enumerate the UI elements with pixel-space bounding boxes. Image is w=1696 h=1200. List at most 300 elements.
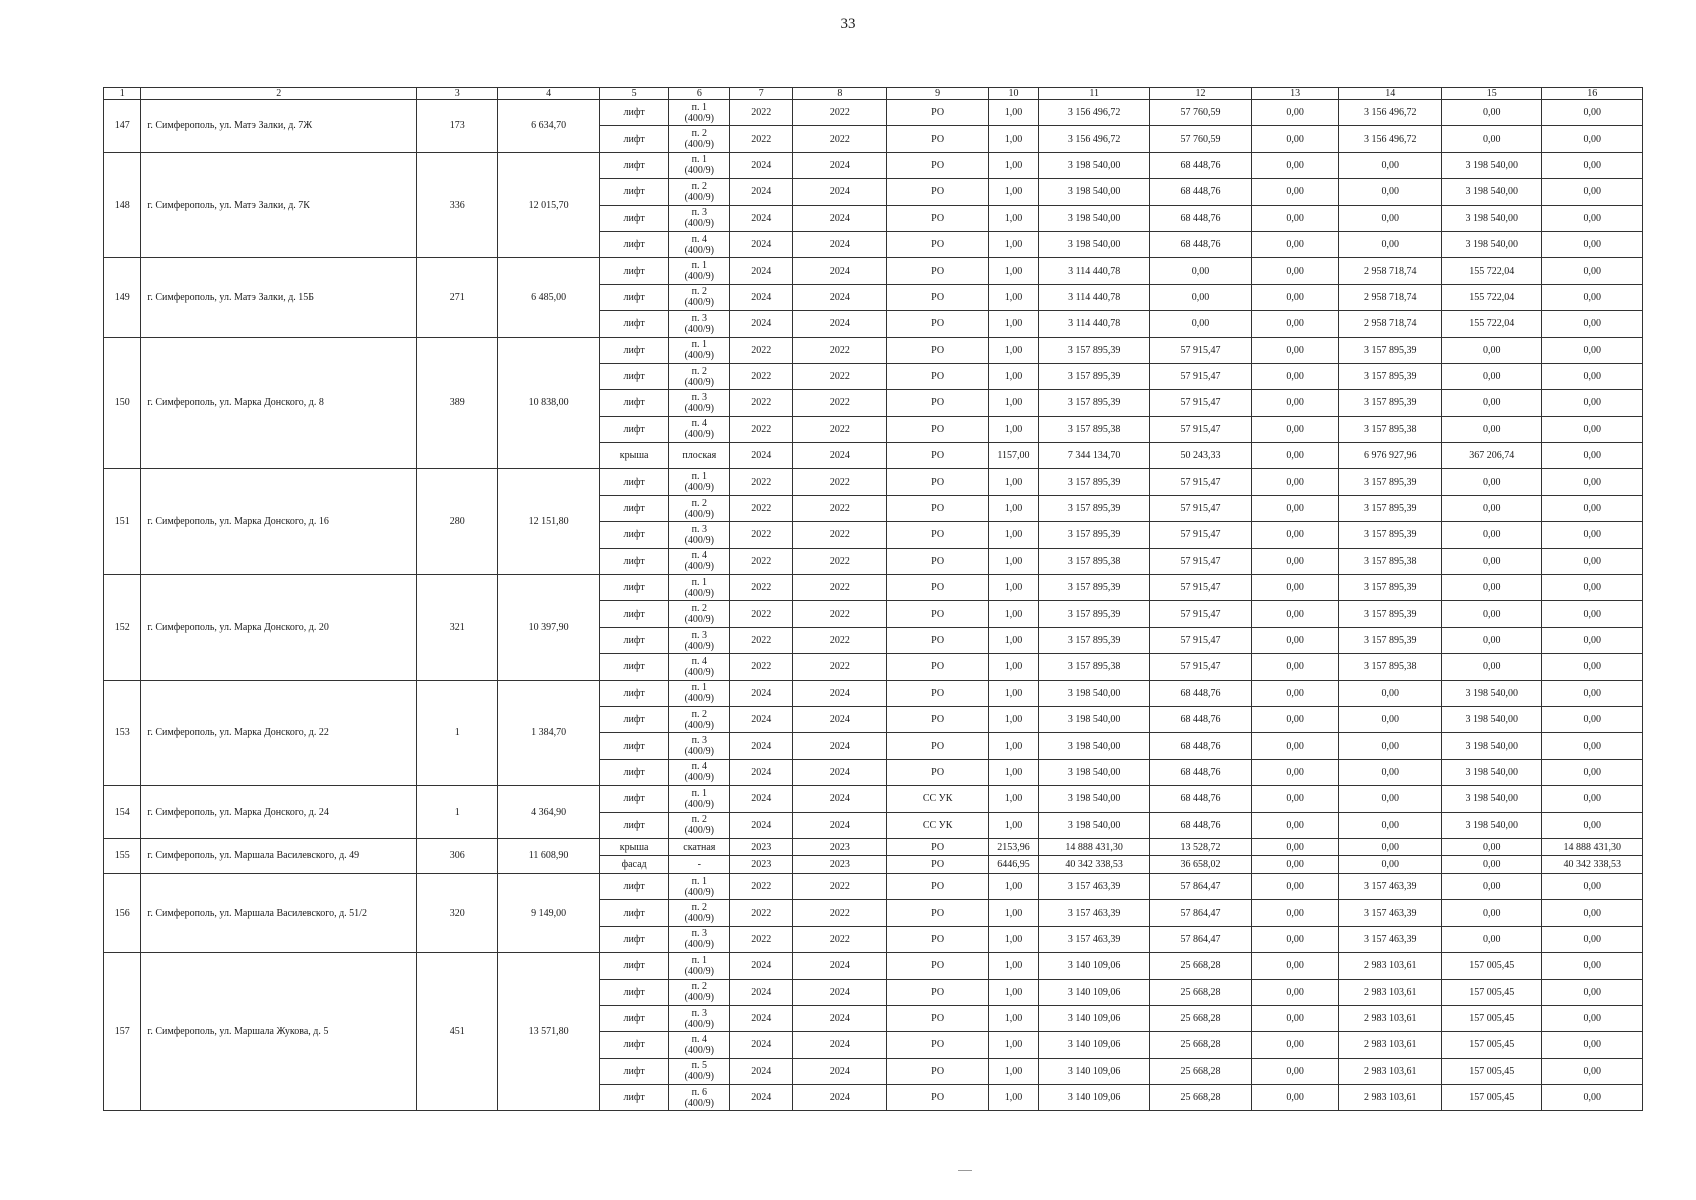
cell-col-8: 2022 (793, 337, 887, 363)
cell-col-14: 2 983 103,61 (1339, 979, 1442, 1005)
cell-col-7: 2024 (730, 680, 793, 706)
cell-col-8: 2024 (793, 443, 887, 469)
cell-col-8: 2024 (793, 812, 887, 838)
table-row (104, 838, 1643, 856)
cell-col-15: 0,00 (1442, 548, 1542, 574)
cell-col-10: 1,00 (988, 900, 1038, 926)
column-number-1: 1 (104, 88, 141, 100)
cell-col-6: п. 2 (400/9) (669, 900, 730, 926)
cell-col-5: фасад (599, 856, 668, 874)
cell-col-16: 0,00 (1542, 759, 1643, 785)
cell-col-9: РО (887, 926, 989, 952)
cell-col-6: п. 1 (400/9) (669, 786, 730, 812)
cell-col-13: 0,00 (1251, 601, 1339, 627)
address-cell: г. Симферополь, ул. Марка Донского, д. 8 (141, 337, 417, 469)
cell-col-12: 57 915,47 (1150, 469, 1252, 495)
cell-col-8: 2022 (793, 627, 887, 653)
cell-col-12: 57 915,47 (1150, 363, 1252, 389)
cell-col-12: 57 915,47 (1150, 337, 1252, 363)
cell-col-5: лифт (599, 1032, 668, 1058)
cell-col-12: 68 448,76 (1150, 786, 1252, 812)
cell-col-11: 3 157 895,39 (1039, 495, 1150, 521)
cell-col-8: 2024 (793, 706, 887, 732)
cell-col-12: 68 448,76 (1150, 812, 1252, 838)
cell-col-11: 3 157 895,39 (1039, 337, 1150, 363)
cell-col-5: лифт (599, 654, 668, 680)
cell-col-5: лифт (599, 126, 668, 152)
cell-col-7: 2024 (730, 979, 793, 1005)
cell-col-15: 157 005,45 (1442, 979, 1542, 1005)
cell-col-9: СС УК (887, 786, 989, 812)
cell-col-14: 0,00 (1339, 680, 1442, 706)
cell-col-8: 2022 (793, 548, 887, 574)
cell-col-9: РО (887, 469, 989, 495)
cell-col-12: 57 760,59 (1150, 100, 1252, 126)
cell-col-8: 2022 (793, 522, 887, 548)
column-number-10: 10 (988, 88, 1038, 100)
cell-col-15: 3 198 540,00 (1442, 152, 1542, 178)
cell-col-6: п. 4 (400/9) (669, 1032, 730, 1058)
apartments-count-cell: 336 (417, 152, 498, 258)
address-cell: г. Симферополь, ул. Марка Донского, д. 24 (141, 786, 417, 839)
cell-col-12: 68 448,76 (1150, 706, 1252, 732)
cell-col-9: РО (887, 443, 989, 469)
cell-col-6: п. 2 (400/9) (669, 495, 730, 521)
cell-col-7: 2022 (730, 469, 793, 495)
cell-col-10: 1,00 (988, 733, 1038, 759)
cell-col-7: 2024 (730, 1032, 793, 1058)
cell-col-5: лифт (599, 363, 668, 389)
address-cell: г. Симферополь, ул. Марка Донского, д. 20 (141, 575, 417, 681)
cell-col-16: 0,00 (1542, 733, 1643, 759)
cell-col-10: 1,00 (988, 575, 1038, 601)
cell-col-16: 0,00 (1542, 1058, 1643, 1084)
cell-col-16: 0,00 (1542, 601, 1643, 627)
cell-col-9: РО (887, 337, 989, 363)
cell-col-14: 3 157 895,38 (1339, 416, 1442, 442)
cell-col-14: 2 958 718,74 (1339, 258, 1442, 284)
cell-col-12: 68 448,76 (1150, 733, 1252, 759)
apartments-count-cell: 389 (417, 337, 498, 469)
cell-col-15: 0,00 (1442, 926, 1542, 952)
cell-col-6: п. 4 (400/9) (669, 654, 730, 680)
cell-col-16: 0,00 (1542, 390, 1643, 416)
cell-col-7: 2022 (730, 654, 793, 680)
cell-col-13: 0,00 (1251, 495, 1339, 521)
cell-col-9: РО (887, 627, 989, 653)
cell-col-16: 0,00 (1542, 706, 1643, 732)
cell-col-11: 3 198 540,00 (1039, 786, 1150, 812)
cell-col-8: 2022 (793, 390, 887, 416)
cell-col-10: 1,00 (988, 390, 1038, 416)
cell-col-11: 3 198 540,00 (1039, 733, 1150, 759)
cell-col-5: лифт (599, 1005, 668, 1031)
column-number-3: 3 (417, 88, 498, 100)
cell-col-6: п. 1 (400/9) (669, 258, 730, 284)
cell-col-10: 1,00 (988, 179, 1038, 205)
total-area-cell: 10 838,00 (498, 337, 600, 469)
cell-col-11: 3 157 895,39 (1039, 363, 1150, 389)
cell-col-9: РО (887, 733, 989, 759)
cell-col-13: 0,00 (1251, 284, 1339, 310)
cell-col-15: 3 198 540,00 (1442, 759, 1542, 785)
cell-col-8: 2024 (793, 1085, 887, 1111)
cell-col-9: РО (887, 601, 989, 627)
cell-col-6: п. 2 (400/9) (669, 126, 730, 152)
cell-col-15: 155 722,04 (1442, 311, 1542, 337)
cell-col-5: лифт (599, 390, 668, 416)
column-number-13: 13 (1251, 88, 1339, 100)
cell-col-13: 0,00 (1251, 179, 1339, 205)
cell-col-9: РО (887, 284, 989, 310)
cell-col-12: 0,00 (1150, 258, 1252, 284)
cell-col-16: 0,00 (1542, 786, 1643, 812)
cell-col-9: РО (887, 311, 989, 337)
cell-col-15: 155 722,04 (1442, 258, 1542, 284)
cell-col-11: 3 198 540,00 (1039, 680, 1150, 706)
cell-col-15: 0,00 (1442, 838, 1542, 856)
cell-col-13: 0,00 (1251, 900, 1339, 926)
cell-col-15: 3 198 540,00 (1442, 812, 1542, 838)
cell-col-16: 0,00 (1542, 416, 1643, 442)
cell-col-14: 0,00 (1339, 856, 1442, 874)
cell-col-13: 0,00 (1251, 786, 1339, 812)
cell-col-6: п. 2 (400/9) (669, 979, 730, 1005)
cell-col-6: скатная (669, 838, 730, 856)
table-row (104, 100, 1643, 126)
cell-col-13: 0,00 (1251, 926, 1339, 952)
cell-col-14: 2 983 103,61 (1339, 1058, 1442, 1084)
cell-col-8: 2022 (793, 495, 887, 521)
cell-col-6: п. 4 (400/9) (669, 416, 730, 442)
cell-col-16: 0,00 (1542, 627, 1643, 653)
cell-col-5: лифт (599, 205, 668, 231)
cell-col-9: РО (887, 838, 989, 856)
apartments-count-cell: 321 (417, 575, 498, 681)
cell-col-14: 0,00 (1339, 838, 1442, 856)
cell-col-14: 3 157 895,39 (1339, 601, 1442, 627)
apartments-count-cell: 306 (417, 838, 498, 873)
cell-col-6: п. 4 (400/9) (669, 231, 730, 257)
cell-col-6: п. 3 (400/9) (669, 390, 730, 416)
cell-col-16: 0,00 (1542, 575, 1643, 601)
table-row (104, 337, 1643, 363)
column-number-9: 9 (887, 88, 989, 100)
cell-col-5: лифт (599, 759, 668, 785)
total-area-cell: 9 149,00 (498, 873, 600, 952)
cell-col-12: 57 915,47 (1150, 390, 1252, 416)
cell-col-12: 57 864,47 (1150, 873, 1252, 899)
cell-col-13: 0,00 (1251, 812, 1339, 838)
total-area-cell: 11 608,90 (498, 838, 600, 873)
cell-col-13: 0,00 (1251, 1085, 1339, 1111)
cell-col-7: 2023 (730, 838, 793, 856)
cell-col-6: п. 2 (400/9) (669, 363, 730, 389)
cell-col-5: лифт (599, 627, 668, 653)
cell-col-8: 2024 (793, 311, 887, 337)
cell-col-7: 2024 (730, 812, 793, 838)
address-cell: г. Симферополь, ул. Матэ Залки, д. 7Ж (141, 100, 417, 153)
cell-col-5: лифт (599, 495, 668, 521)
apartments-count-cell: 173 (417, 100, 498, 153)
cell-col-13: 0,00 (1251, 706, 1339, 732)
cell-col-14: 2 983 103,61 (1339, 1005, 1442, 1031)
cell-col-12: 57 760,59 (1150, 126, 1252, 152)
cell-col-12: 68 448,76 (1150, 759, 1252, 785)
column-number-8: 8 (793, 88, 887, 100)
cell-col-5: лифт (599, 926, 668, 952)
cell-col-8: 2024 (793, 284, 887, 310)
cell-col-13: 0,00 (1251, 733, 1339, 759)
cell-col-12: 68 448,76 (1150, 680, 1252, 706)
cell-col-14: 3 157 895,38 (1339, 654, 1442, 680)
cell-col-9: РО (887, 1005, 989, 1031)
cell-col-5: лифт (599, 416, 668, 442)
cell-col-16: 0,00 (1542, 469, 1643, 495)
cell-col-11: 3 140 109,06 (1039, 979, 1150, 1005)
cell-col-9: РО (887, 495, 989, 521)
cell-col-9: РО (887, 706, 989, 732)
cell-col-16: 0,00 (1542, 548, 1643, 574)
cell-col-7: 2022 (730, 100, 793, 126)
cell-col-14: 2 983 103,61 (1339, 1032, 1442, 1058)
cell-col-12: 68 448,76 (1150, 179, 1252, 205)
cell-col-5: лифт (599, 900, 668, 926)
cell-col-8: 2022 (793, 363, 887, 389)
cell-col-9: РО (887, 205, 989, 231)
cell-col-16: 0,00 (1542, 179, 1643, 205)
cell-col-5: лифт (599, 680, 668, 706)
table-row (104, 469, 1643, 495)
cell-col-14: 3 157 463,39 (1339, 900, 1442, 926)
cell-col-9: РО (887, 100, 989, 126)
address-cell: г. Симферополь, ул. Маршала Жукова, д. 5 (141, 953, 417, 1111)
cell-col-10: 1,00 (988, 311, 1038, 337)
cell-col-11: 3 156 496,72 (1039, 100, 1150, 126)
cell-col-7: 2022 (730, 548, 793, 574)
cell-col-9: РО (887, 1085, 989, 1111)
table-row (104, 786, 1643, 812)
cell-col-10: 1,00 (988, 1058, 1038, 1084)
cell-col-15: 157 005,45 (1442, 1058, 1542, 1084)
cell-col-16: 0,00 (1542, 258, 1643, 284)
cell-col-8: 2024 (793, 979, 887, 1005)
cell-col-8: 2022 (793, 100, 887, 126)
cell-col-8: 2024 (793, 680, 887, 706)
cell-col-9: РО (887, 759, 989, 785)
table-row (104, 152, 1643, 178)
cell-col-10: 6446,95 (988, 856, 1038, 874)
cell-col-16: 0,00 (1542, 337, 1643, 363)
cell-col-11: 3 157 895,39 (1039, 627, 1150, 653)
cell-col-8: 2022 (793, 654, 887, 680)
cell-col-12: 57 915,47 (1150, 575, 1252, 601)
cell-col-16: 0,00 (1542, 680, 1643, 706)
cell-col-15: 157 005,45 (1442, 1005, 1542, 1031)
cell-col-14: 2 958 718,74 (1339, 311, 1442, 337)
cell-col-6: п. 1 (400/9) (669, 337, 730, 363)
cell-col-11: 3 157 463,39 (1039, 900, 1150, 926)
cell-col-14: 3 157 895,39 (1339, 469, 1442, 495)
cell-col-14: 6 976 927,96 (1339, 443, 1442, 469)
cell-col-13: 0,00 (1251, 548, 1339, 574)
cell-col-9: РО (887, 1032, 989, 1058)
cell-col-7: 2022 (730, 126, 793, 152)
cell-col-9: РО (887, 856, 989, 874)
cell-col-13: 0,00 (1251, 152, 1339, 178)
cell-col-14: 0,00 (1339, 733, 1442, 759)
column-number-16: 16 (1542, 88, 1643, 100)
cell-col-5: крыша (599, 838, 668, 856)
cell-col-8: 2024 (793, 231, 887, 257)
table-row (104, 873, 1643, 899)
cell-col-10: 1,00 (988, 786, 1038, 812)
cell-col-15: 0,00 (1442, 469, 1542, 495)
cell-col-7: 2024 (730, 284, 793, 310)
cell-col-7: 2022 (730, 873, 793, 899)
cell-col-13: 0,00 (1251, 311, 1339, 337)
cell-col-15: 0,00 (1442, 575, 1542, 601)
cell-col-6: п. 3 (400/9) (669, 627, 730, 653)
total-area-cell: 1 384,70 (498, 680, 600, 786)
cell-col-5: лифт (599, 733, 668, 759)
cell-col-10: 1,00 (988, 759, 1038, 785)
cell-col-15: 3 198 540,00 (1442, 179, 1542, 205)
cell-col-7: 2024 (730, 179, 793, 205)
cell-col-13: 0,00 (1251, 469, 1339, 495)
column-number-15: 15 (1442, 88, 1542, 100)
cell-col-10: 1,00 (988, 601, 1038, 627)
cell-col-15: 0,00 (1442, 363, 1542, 389)
cell-col-14: 3 157 895,39 (1339, 575, 1442, 601)
cell-col-14: 3 157 895,39 (1339, 337, 1442, 363)
address-cell: г. Симферополь, ул. Матэ Залки, д. 7К (141, 152, 417, 258)
cell-col-11: 3 140 109,06 (1039, 1005, 1150, 1031)
cell-col-16: 0,00 (1542, 231, 1643, 257)
column-number-14: 14 (1339, 88, 1442, 100)
cell-col-15: 155 722,04 (1442, 284, 1542, 310)
cell-col-10: 1,00 (988, 680, 1038, 706)
cell-col-14: 0,00 (1339, 786, 1442, 812)
cell-col-5: лифт (599, 812, 668, 838)
cell-col-8: 2022 (793, 900, 887, 926)
address-cell: г. Симферополь, ул. Маршала Василевского, д. 49 (141, 838, 417, 873)
cell-col-10: 2153,96 (988, 838, 1038, 856)
cell-col-15: 0,00 (1442, 654, 1542, 680)
cell-col-16: 0,00 (1542, 926, 1643, 952)
cell-col-9: РО (887, 873, 989, 899)
apartments-count-cell: 280 (417, 469, 498, 575)
cell-col-15: 0,00 (1442, 495, 1542, 521)
cell-col-15: 3 198 540,00 (1442, 680, 1542, 706)
cell-col-11: 3 157 895,38 (1039, 416, 1150, 442)
cell-col-8: 2024 (793, 179, 887, 205)
cell-col-11: 3 114 440,78 (1039, 284, 1150, 310)
cell-col-10: 1,00 (988, 548, 1038, 574)
cell-col-15: 0,00 (1442, 100, 1542, 126)
cell-col-10: 1,00 (988, 337, 1038, 363)
cell-col-12: 25 668,28 (1150, 953, 1252, 979)
cell-col-15: 0,00 (1442, 856, 1542, 874)
cell-col-10: 1,00 (988, 1085, 1038, 1111)
cell-col-8: 2024 (793, 1032, 887, 1058)
cell-col-16: 0,00 (1542, 873, 1643, 899)
cell-col-5: лифт (599, 953, 668, 979)
cell-col-9: РО (887, 654, 989, 680)
cell-col-6: п. 1 (400/9) (669, 575, 730, 601)
apartments-count-cell: 320 (417, 873, 498, 952)
cell-col-11: 3 157 895,38 (1039, 654, 1150, 680)
cell-col-11: 3 198 540,00 (1039, 759, 1150, 785)
cell-col-6: п. 1 (400/9) (669, 953, 730, 979)
cell-col-11: 3 157 463,39 (1039, 926, 1150, 952)
cell-col-11: 3 140 109,06 (1039, 953, 1150, 979)
cell-col-5: лифт (599, 706, 668, 732)
cell-col-16: 0,00 (1542, 1032, 1643, 1058)
cell-col-14: 2 983 103,61 (1339, 1085, 1442, 1111)
cell-col-15: 0,00 (1442, 601, 1542, 627)
cell-col-7: 2022 (730, 363, 793, 389)
cell-col-11: 3 198 540,00 (1039, 706, 1150, 732)
cell-col-11: 3 157 895,39 (1039, 575, 1150, 601)
cell-col-14: 3 157 463,39 (1339, 873, 1442, 899)
cell-col-11: 7 344 134,70 (1039, 443, 1150, 469)
cell-col-15: 3 198 540,00 (1442, 205, 1542, 231)
cell-col-7: 2024 (730, 1005, 793, 1031)
cell-col-12: 57 915,47 (1150, 548, 1252, 574)
cell-col-11: 3 157 895,39 (1039, 469, 1150, 495)
apartments-count-cell: 271 (417, 258, 498, 337)
cell-col-12: 57 915,47 (1150, 601, 1252, 627)
cell-col-7: 2022 (730, 926, 793, 952)
cell-col-14: 3 157 895,39 (1339, 390, 1442, 416)
cell-col-6: п. 3 (400/9) (669, 1005, 730, 1031)
cell-col-7: 2022 (730, 601, 793, 627)
cell-col-6: п. 1 (400/9) (669, 873, 730, 899)
cell-col-9: РО (887, 231, 989, 257)
column-number-12: 12 (1150, 88, 1252, 100)
total-area-cell: 4 364,90 (498, 786, 600, 839)
cell-col-10: 1,00 (988, 284, 1038, 310)
cell-col-7: 2024 (730, 786, 793, 812)
cell-col-10: 1,00 (988, 1032, 1038, 1058)
cell-col-16: 40 342 338,53 (1542, 856, 1643, 874)
cell-col-8: 2024 (793, 1005, 887, 1031)
apartments-count-cell: 451 (417, 953, 498, 1111)
cell-col-7: 2024 (730, 152, 793, 178)
cell-col-9: РО (887, 416, 989, 442)
cell-col-10: 1,00 (988, 126, 1038, 152)
cell-col-8: 2024 (793, 258, 887, 284)
cell-col-8: 2022 (793, 575, 887, 601)
cell-col-11: 3 157 895,39 (1039, 522, 1150, 548)
cell-col-11: 3 198 540,00 (1039, 179, 1150, 205)
cell-col-15: 0,00 (1442, 522, 1542, 548)
cell-col-7: 2022 (730, 495, 793, 521)
cell-col-10: 1,00 (988, 979, 1038, 1005)
cell-col-14: 0,00 (1339, 179, 1442, 205)
cell-col-10: 1,00 (988, 1005, 1038, 1031)
cell-col-12: 57 915,47 (1150, 416, 1252, 442)
cell-col-9: РО (887, 152, 989, 178)
cell-col-6: п. 2 (400/9) (669, 179, 730, 205)
table-body (104, 100, 1643, 1111)
cell-col-11: 3 140 109,06 (1039, 1058, 1150, 1084)
table-row (104, 680, 1643, 706)
cell-col-9: РО (887, 363, 989, 389)
cell-col-13: 0,00 (1251, 1005, 1339, 1031)
cell-col-9: РО (887, 390, 989, 416)
